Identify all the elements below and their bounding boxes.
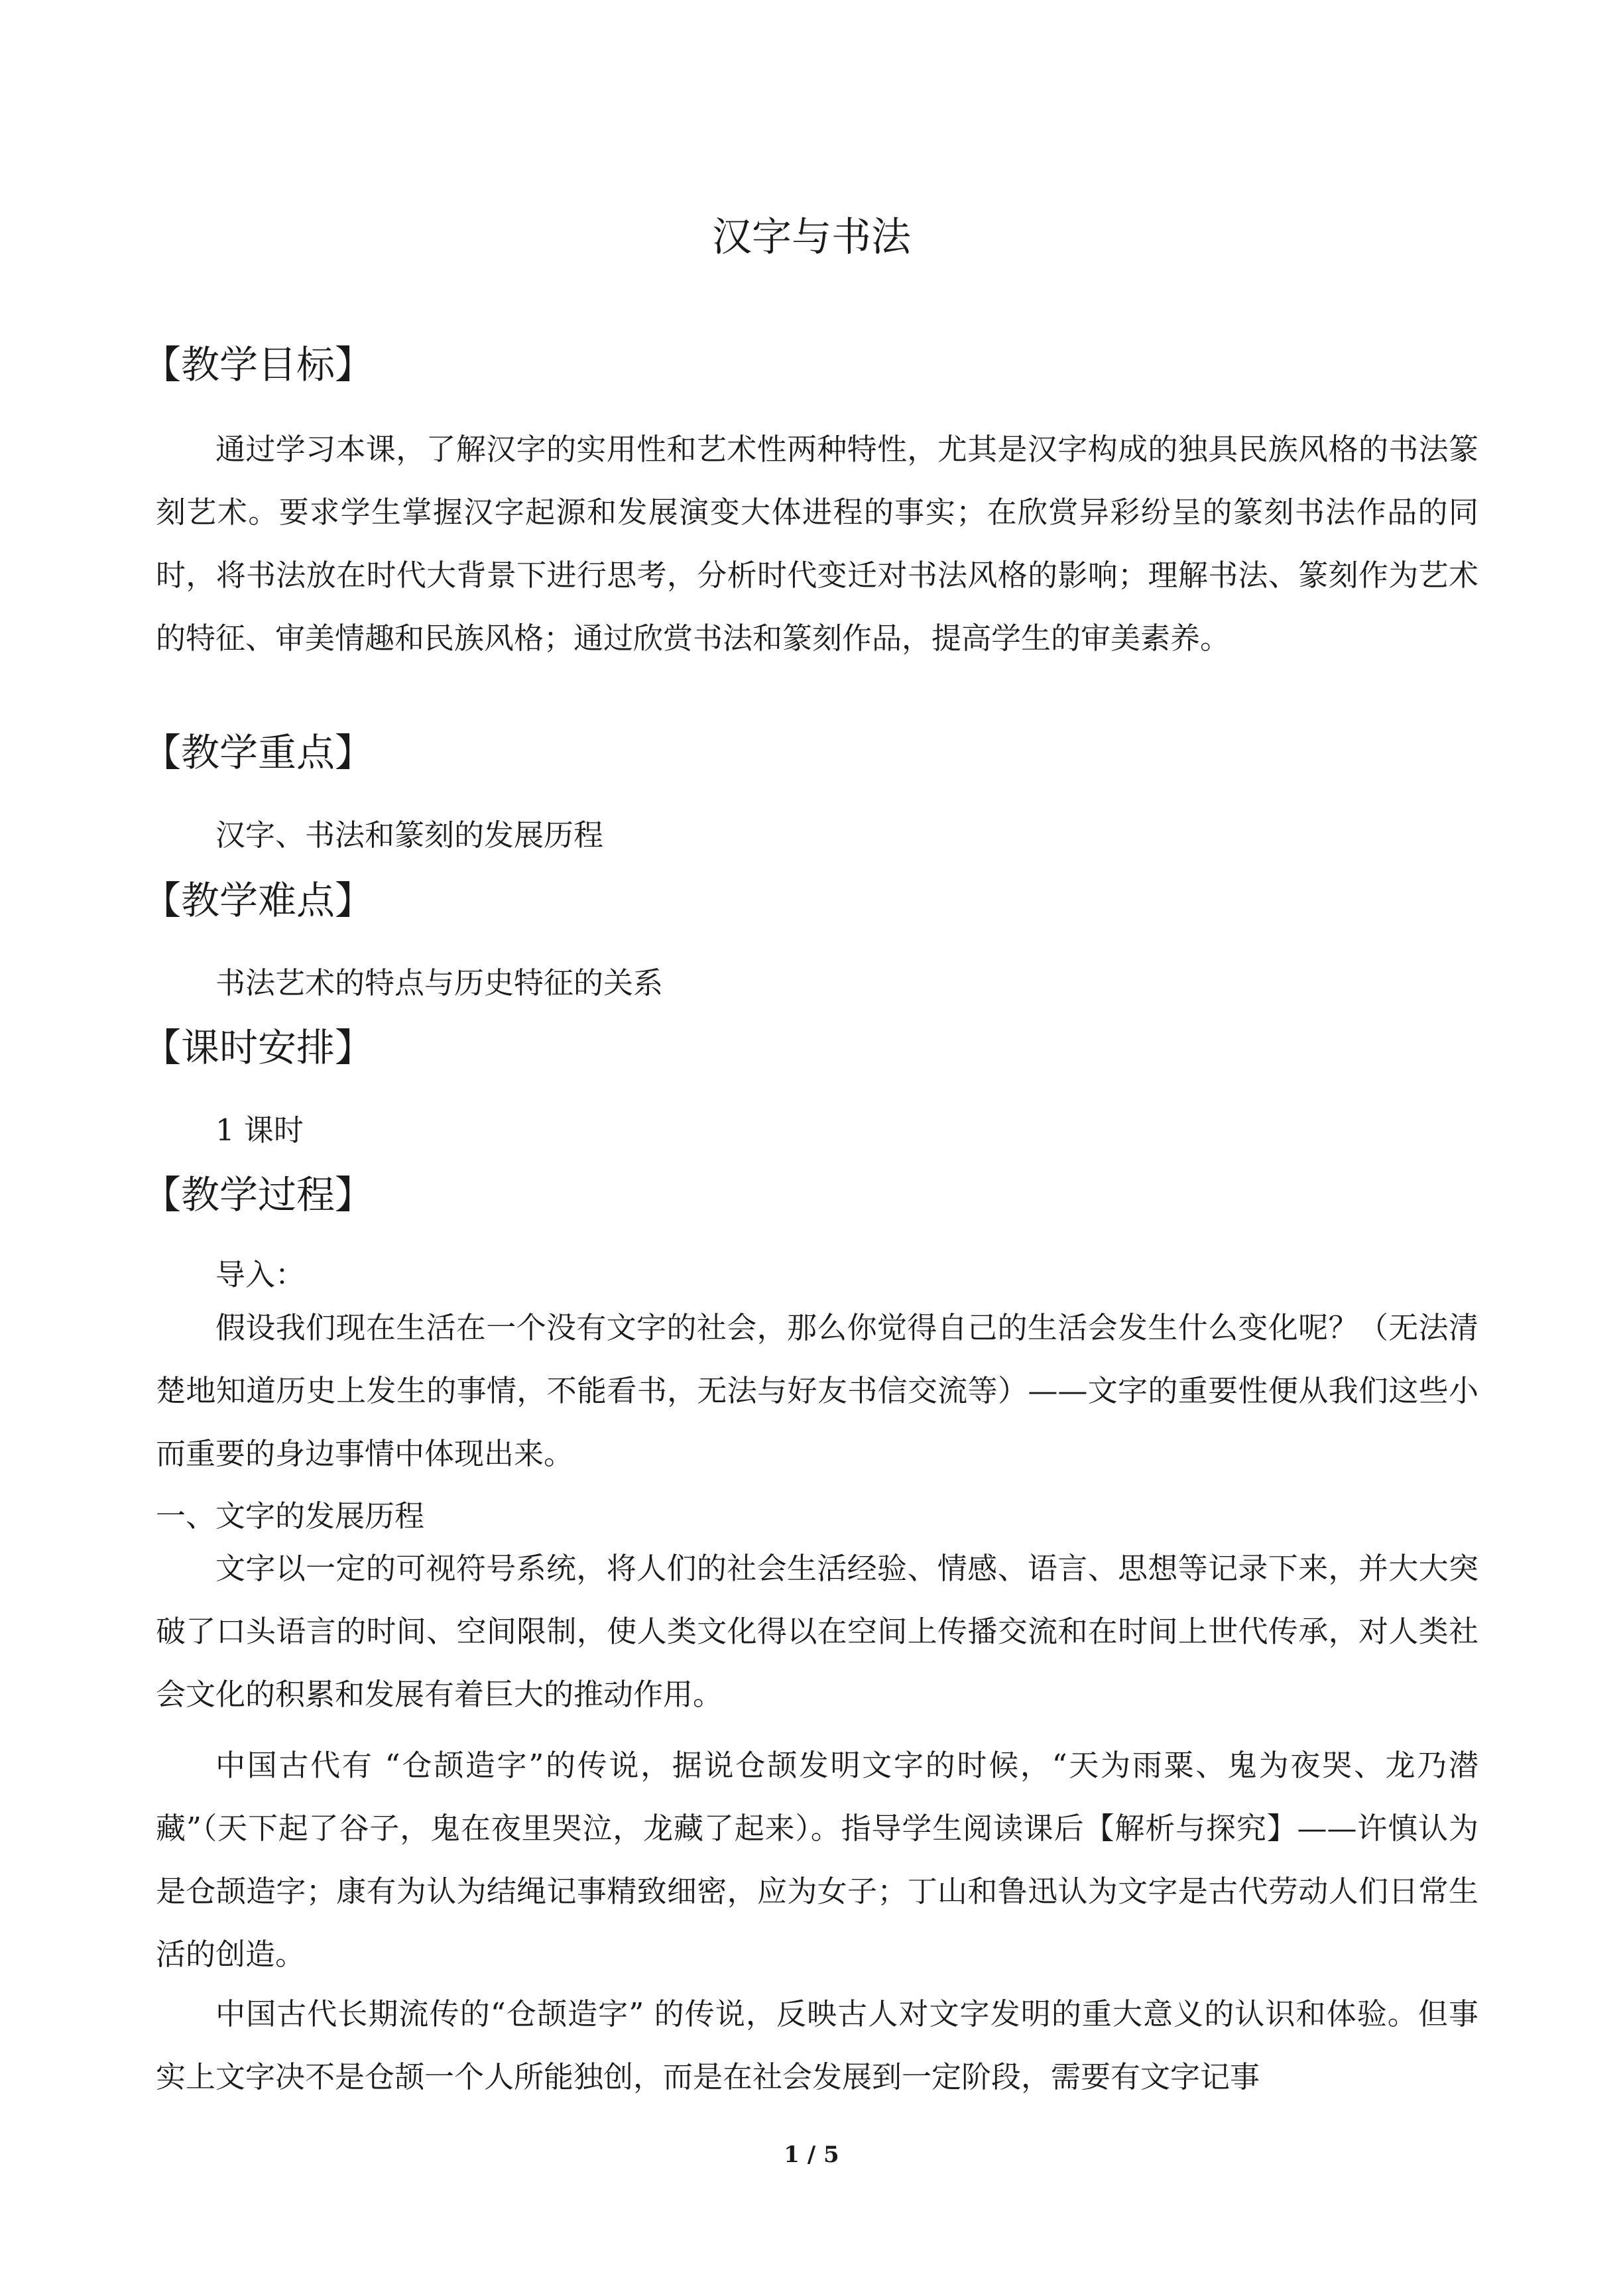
paragraph-3: 中国古代长期流传的“仓颉造字” 的传说，反映古人对文字发明的重大意义的认识和体验。但事实上文字决不是仓颉一个人所能独创，而是在社会发展到一定阶段，需要有文字记事 (156, 1996, 1478, 2094)
paragraph-2: 中国古代有 “仓颉造字”的传说，据说仓颉发明文字的时候，“天为雨粟、鬼为夜哭、龙乃潜藏”（天下起了谷子，鬼在夜里哭泣，龙藏了起来）。指导学生阅读课后【解析与探究】——许慎认为是仓颉造字；康有为认为结绳记事精致细密，应为女子；丁山和鲁迅认为文字是古代劳动人们日常生活的创造。 (156, 1748, 1478, 1972)
page-title: 汉字与书法 (712, 214, 911, 261)
page-number: 1 / 5 (784, 2142, 839, 2168)
key-points-text: 汉字、书法和篆刻的发展历程 (215, 817, 604, 853)
intro-text: 假设我们现在生活在一个没有文字的社会，那么你觉得自己的生活会发生什么变化呢？（无法清楚地知道历史上发生的事情，不能看书，无法与好友书信交流等）——文字的重要性便从我们这些小而重要的身边事情中体现出来。 (156, 1310, 1478, 1471)
objective-text: 通过学习本课，了解汉字的实用性和艺术性两种特性，尤其是汉字构成的独具民族风格的书法篆刻艺术。要求学生掌握汉字起源和发展演变大体进程的事实；在欣赏异彩纷呈的篆刻书法作品的同时，将书法放在时代大背景下进行思考，分析时代变迁对书法风格的影响；理解书法、篆刻作为艺术的特征、审美情趣和民族风格；通过欣赏书法和篆刻作品，提高学生的审美素养。 (156, 432, 1478, 656)
difficulty-heading: 【教学难点】 (143, 878, 374, 923)
section-1-title: 一、文字的发展历程 (156, 1498, 425, 1534)
schedule-heading: 【课时安排】 (143, 1025, 374, 1070)
objective-heading: 【教学目标】 (143, 342, 374, 387)
difficulty-text: 书法艺术的特点与历史特征的关系 (215, 965, 664, 1000)
key-points-heading: 【教学重点】 (143, 730, 374, 775)
paragraph-1: 文字以一定的可视符号系统，将人们的社会生活经验、情感、语言、思想等记录下来，并大大突破了口头语言的时间、空间限制，使人类文化得以在空间上传播交流和在时间上世代传承，对人类社会文化的积累和发展有着巨大的推动作用。 (156, 1551, 1478, 1712)
intro-label: 导入： (215, 1257, 306, 1292)
schedule-text: 1 课时 (215, 1113, 304, 1148)
process-heading: 【教学过程】 (143, 1172, 374, 1217)
